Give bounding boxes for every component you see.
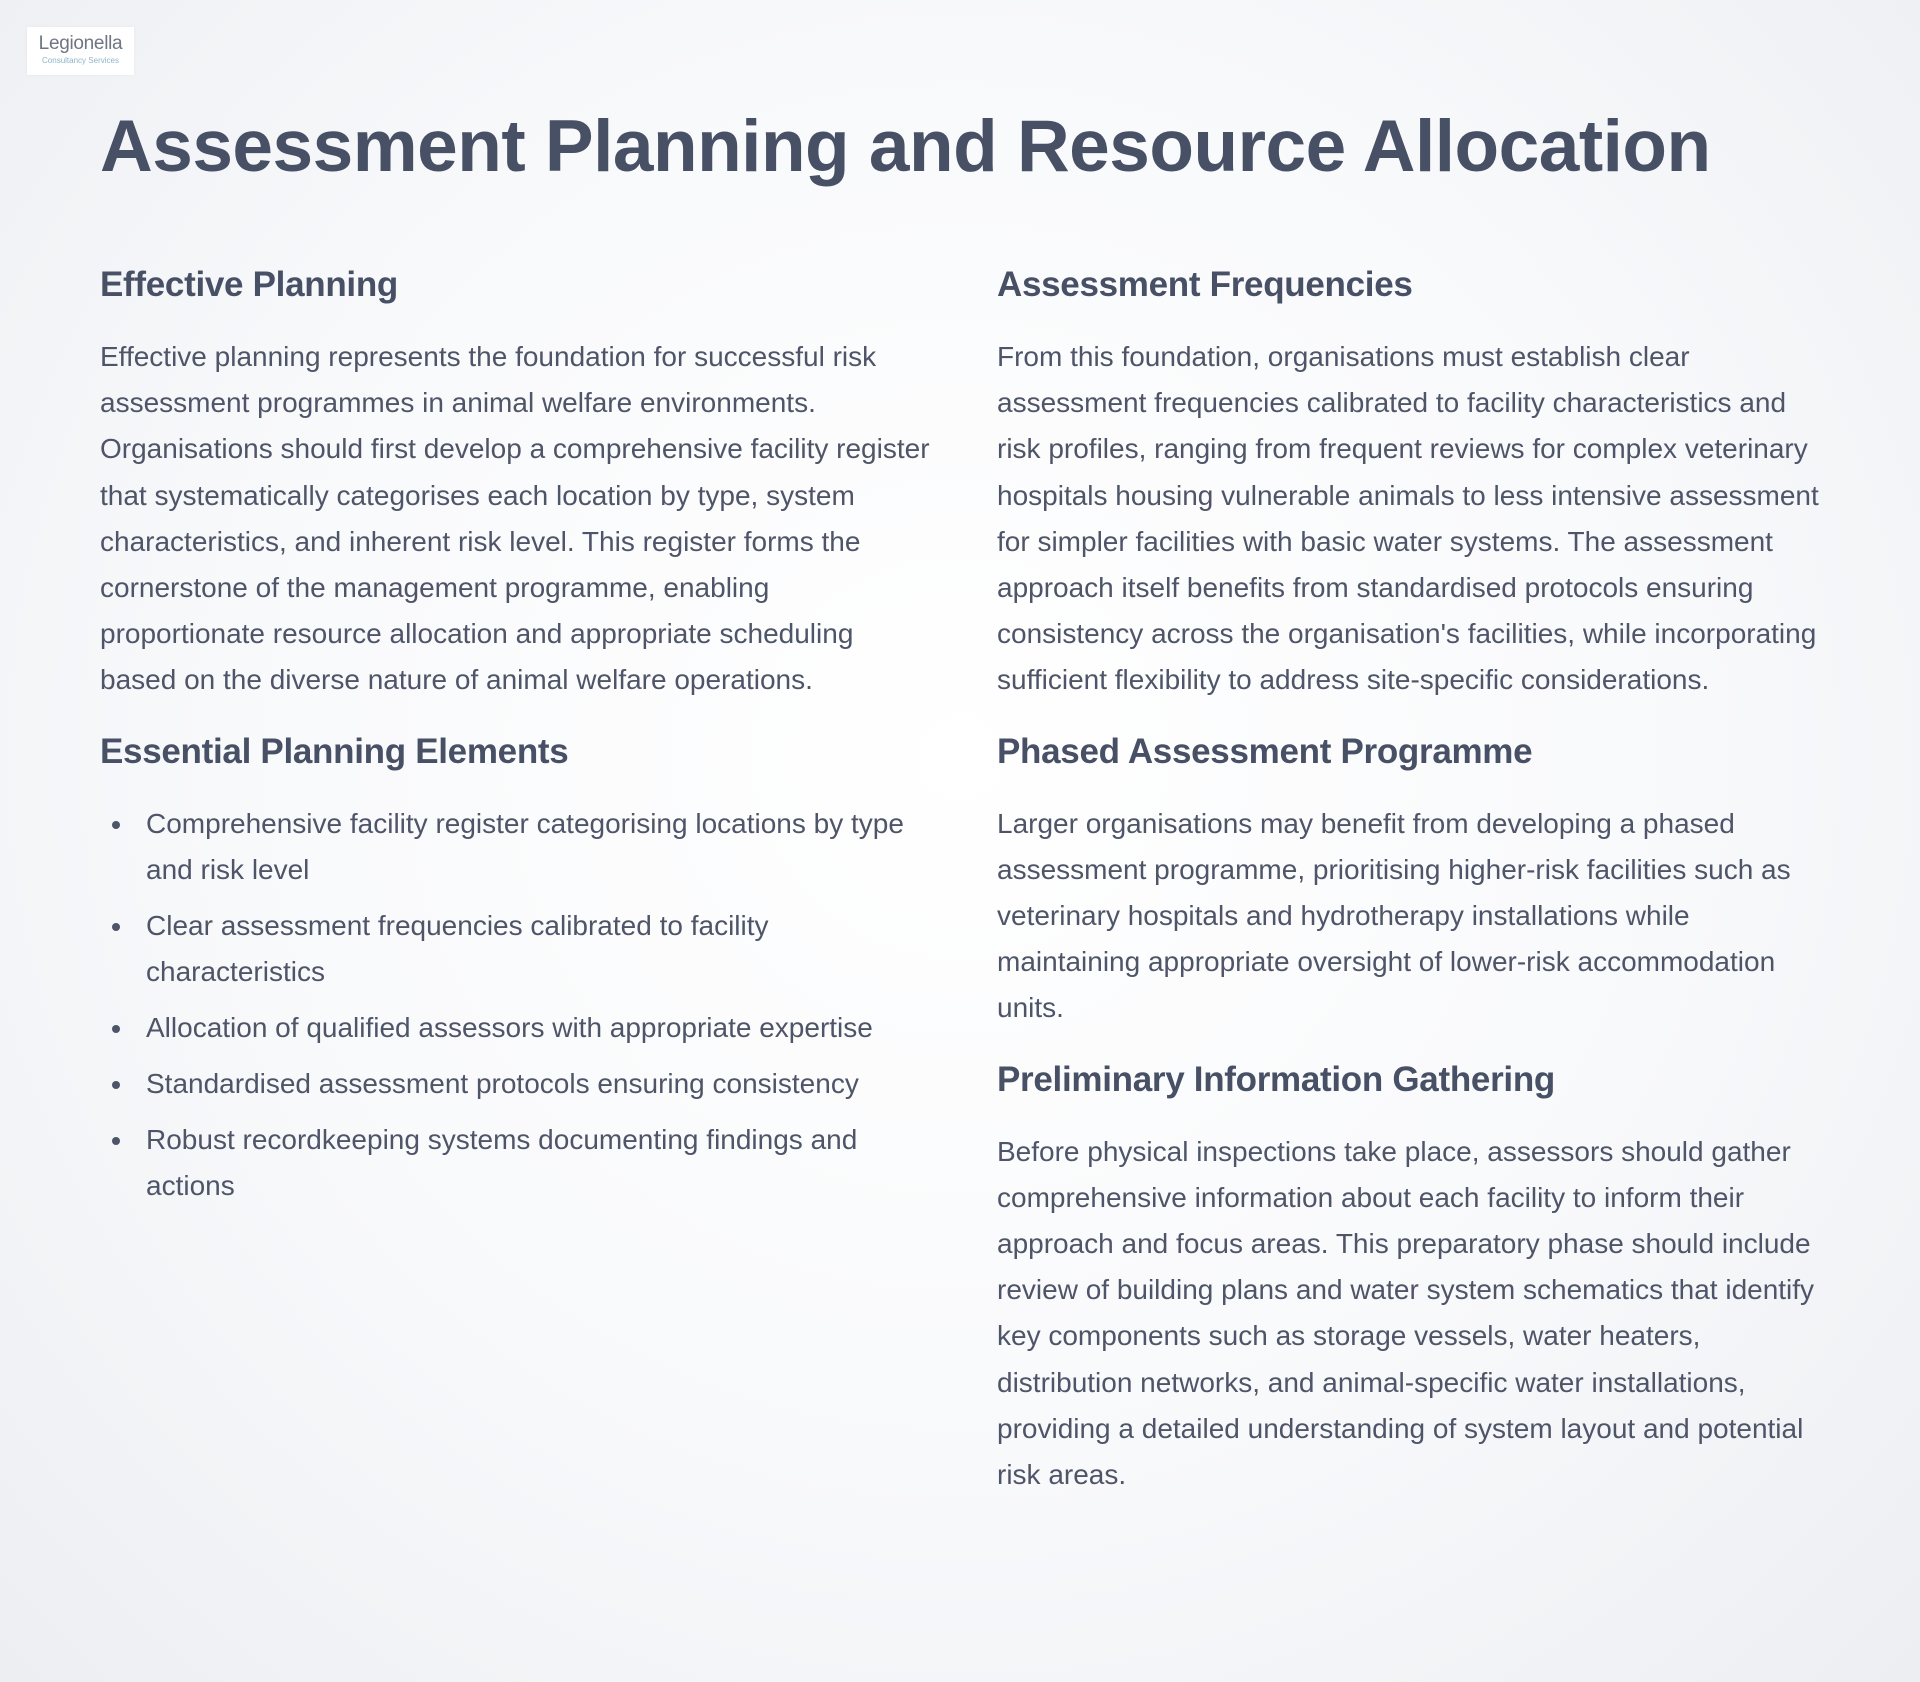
essential-planning-elements-list: [100, 801, 930, 1209]
left-column: [100, 258, 930, 1219]
effective-planning-section: [100, 258, 930, 704]
company-logo: [27, 27, 134, 75]
logo-tagline: Consultancy Services: [42, 56, 119, 65]
effective-planning-heading: Effective Planning: [100, 265, 398, 304]
assessment-frequencies-section: [997, 258, 1827, 704]
list-item: [146, 1061, 930, 1107]
logo-wordmark: Legionella: [38, 33, 123, 54]
phased-assessment-programme-section: [997, 725, 1827, 1032]
bullet-icon: [112, 1081, 120, 1089]
preliminary-information-gathering-heading: Preliminary Information Gathering: [997, 1059, 1555, 1099]
list-item-text: Allocation of qualified assessors with appropriate expertise: [146, 1011, 873, 1043]
phased-assessment-programme-heading: Phased Assessment Programme: [997, 731, 1533, 771]
bullet-icon: [112, 1137, 120, 1145]
bullet-icon: [112, 1025, 120, 1033]
essential-planning-elements-section: [100, 725, 930, 1209]
phased-assessment-programme-body: Larger organisations may benefit from developing a phased assessment programme, prioritising higher-risk facilities such as veterinary hospitals and hydrotherapy installations while maintaining appropriate oversight of lower-risk accommodation units.: [997, 807, 1791, 1024]
list-item-text: Comprehensive facility register categorising locations by type and risk level: [146, 807, 904, 885]
list-item: [146, 801, 930, 893]
effective-planning-body: Effective planning represents the foundation for successful risk assessment programmes in animal welfare environments. Organisations should first develop a comprehensive facility register that systematically categorises each location by type, system characteristics, and inherent risk level. This register forms the cornerstone of the management programme, enabling proportionate resource allocation and appropriate scheduling based on the diverse nature of animal welfare operations.: [100, 341, 930, 696]
preliminary-information-gathering-body: Before physical inspections take place, assessors should gather comprehensive information about each facility to inform their approach and focus areas. This preparatory phase should include review of building plans and water system schematics that identify key components such as storage vessels, water heaters, distribution networks, and animal-specific water installations, providing a detailed understanding of system layout and potential risk areas.: [997, 1135, 1815, 1491]
list-item: [146, 903, 930, 995]
list-item: [146, 1117, 930, 1209]
right-column: [997, 258, 1827, 1519]
page-title: Assessment Planning and Resource Allocation: [100, 106, 1711, 187]
assessment-frequencies-body: From this foundation, organisations must establish clear assessment frequencies calibrated to facility characteristics and risk profiles, ranging from frequent reviews for complex veterinary hospitals housing vulnerable animals to less intensive assessment for simpler facilities with basic water systems. The assessment approach itself benefits from standardised protocols ensuring consistency across the organisation's facilities, while incorporating sufficient flexibility to address site-specific considerations.: [997, 341, 1819, 696]
assessment-frequencies-heading: Assessment Frequencies: [997, 265, 1413, 304]
list-item-text: Standardised assessment protocols ensuring consistency: [146, 1067, 859, 1099]
preliminary-information-gathering-section: [997, 1053, 1827, 1499]
essential-planning-elements-heading: Essential Planning Elements: [100, 731, 569, 771]
bullet-icon: [112, 923, 120, 931]
bullet-icon: [112, 821, 120, 829]
list-item-text: Clear assessment frequencies calibrated to facility characteristics: [146, 909, 769, 987]
list-item-text: Robust recordkeeping systems documenting findings and actions: [146, 1123, 858, 1201]
list-item: [146, 1005, 930, 1051]
